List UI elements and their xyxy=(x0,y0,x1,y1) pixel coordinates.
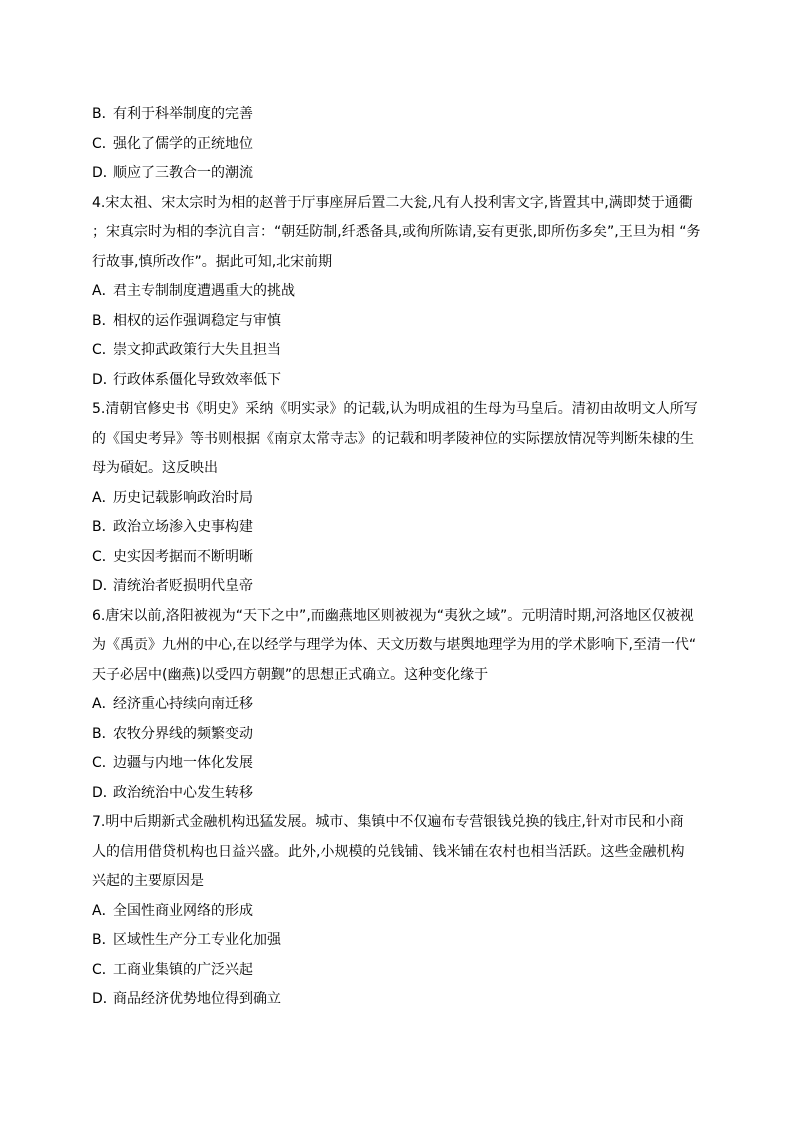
option-letter: B． xyxy=(92,932,116,948)
question-stem-line: 行故事,慎所改作”。据此可知,北宋前期 xyxy=(92,253,333,270)
option-text: 强化了儒学的正统地位 xyxy=(113,135,253,152)
option-letter: C． xyxy=(92,135,116,152)
option-letter: D． xyxy=(92,784,117,801)
question-3-carryover-options xyxy=(92,100,704,189)
option-a xyxy=(92,690,704,720)
option-c xyxy=(92,130,704,160)
option-text: 顺应了三教合一的潮流 xyxy=(113,165,253,181)
option-letter: C． xyxy=(92,755,116,771)
option-letter: D． xyxy=(92,165,117,181)
option-b xyxy=(92,307,704,337)
question-stem-line: 7.明中后期新式金融机构迅猛发展。城市、集镇中不仅遍布专营银钱兑换的钱庄,针对市民和小商 xyxy=(92,814,684,830)
option-text: 商品经济优势地位得到确立 xyxy=(113,991,281,1007)
page-content xyxy=(92,100,704,1015)
option-b xyxy=(92,720,704,750)
option-letter: B． xyxy=(92,725,116,742)
option-letter: A． xyxy=(92,489,116,506)
option-text: 农牧分界线的频繁变动 xyxy=(113,725,253,742)
question-stem-line: 母为碽妃。这反映出 xyxy=(92,460,218,476)
question-4 xyxy=(92,189,704,396)
option-text: 政治立场渗入史事构建 xyxy=(113,519,253,535)
question-stem-line: 的《国史考异》等书则根据《南京太常寺志》的记载和明孝陵神位的实际摆放情况等判断朱棣的生 xyxy=(92,430,694,447)
question-stem-line: 4.宋太祖、宋太宗时为相的赵普于厅事座屏后置二大瓮,凡有人投利害文字,皆置其中,满即焚于通衢 xyxy=(92,194,693,211)
question-stem-line: 5.清朝官修史书《明史》采纳《明实录》的记载,认为明成祖的生母为马皇后。清初由故明文人所写 xyxy=(92,401,698,417)
option-letter: C． xyxy=(92,961,116,978)
option-letter: A． xyxy=(92,283,116,299)
question-stem-line: 兴起的主要原因是 xyxy=(92,873,204,889)
option-c xyxy=(92,749,704,779)
option-text: 有利于科举制度的完善 xyxy=(113,106,253,122)
option-text: 历史记载影响政治时局 xyxy=(113,489,253,506)
option-d xyxy=(92,779,704,809)
question-stem-line: 为《禹贡》九州的中心,在以经学与理学为体、天文历数与堪舆地理学为用的学术影响下,至清一代“ xyxy=(92,637,697,653)
option-text: 崇文抑武政策行大失且担当 xyxy=(113,342,281,358)
option-letter: D． xyxy=(92,371,117,388)
option-letter: C． xyxy=(92,548,116,565)
option-text: 史实因考据而不断明晰 xyxy=(113,548,253,565)
question-stem-line: 人的信用借贷机构也日益兴盛。此外,小规模的兑钱铺、钱米铺在农村也相当活跃。这些金融机构 xyxy=(92,843,685,860)
option-text: 君主专制制度遭遇重大的挑战 xyxy=(113,283,295,299)
question-stem-line: 6.唐宋以前,洛阳被视为“天下之中”,而幽燕地区则被视为“夷狄之域”。元明清时期,河洛地区仅被视 xyxy=(92,607,694,624)
option-a xyxy=(92,277,704,307)
option-b xyxy=(92,100,704,130)
question-7 xyxy=(92,808,704,1015)
option-letter: B． xyxy=(92,519,116,535)
option-text: 工商业集镇的广泛兴起 xyxy=(113,961,253,978)
option-letter: D． xyxy=(92,578,117,594)
option-text: 行政体系僵化导致效率低下 xyxy=(113,371,281,388)
option-b xyxy=(92,926,704,956)
option-text: 相权的运作强调稳定与审慎 xyxy=(113,312,281,329)
question-stem-line: 天子必居中(幽燕)以受四方朝觐”的思想正式确立。这种变化缘于 xyxy=(92,666,489,683)
option-text: 边疆与内地一体化发展 xyxy=(113,755,253,771)
option-text: 全国性商业网络的形成 xyxy=(113,902,253,919)
option-a xyxy=(92,484,704,514)
option-b xyxy=(92,513,704,543)
option-c xyxy=(92,543,704,573)
question-stem-line: ；宋真宗时为相的李沆自言：“朝廷防制,纤悉备具,或徇所陈请,妄有更张,即所伤多矣”,王旦为相 “务 xyxy=(92,224,701,240)
option-letter: B． xyxy=(92,312,116,329)
question-6 xyxy=(92,602,704,809)
option-letter: B． xyxy=(92,106,116,122)
option-c xyxy=(92,336,704,366)
option-text: 经济重心持续向南迁移 xyxy=(113,696,253,712)
option-c xyxy=(92,956,704,986)
option-text: 清统治者贬损明代皇帝 xyxy=(113,578,253,594)
option-letter: A． xyxy=(92,696,116,712)
option-d xyxy=(92,572,704,602)
option-d xyxy=(92,366,704,396)
option-d xyxy=(92,985,704,1015)
option-letter: C． xyxy=(92,342,116,358)
question-5 xyxy=(92,395,704,602)
option-text: 区域性生产分工专业化加强 xyxy=(113,932,281,948)
option-letter: D． xyxy=(92,991,117,1007)
option-text: 政治统治中心发生转移 xyxy=(113,784,253,801)
option-letter: A． xyxy=(92,902,116,919)
option-d xyxy=(92,159,704,189)
option-a xyxy=(92,897,704,927)
